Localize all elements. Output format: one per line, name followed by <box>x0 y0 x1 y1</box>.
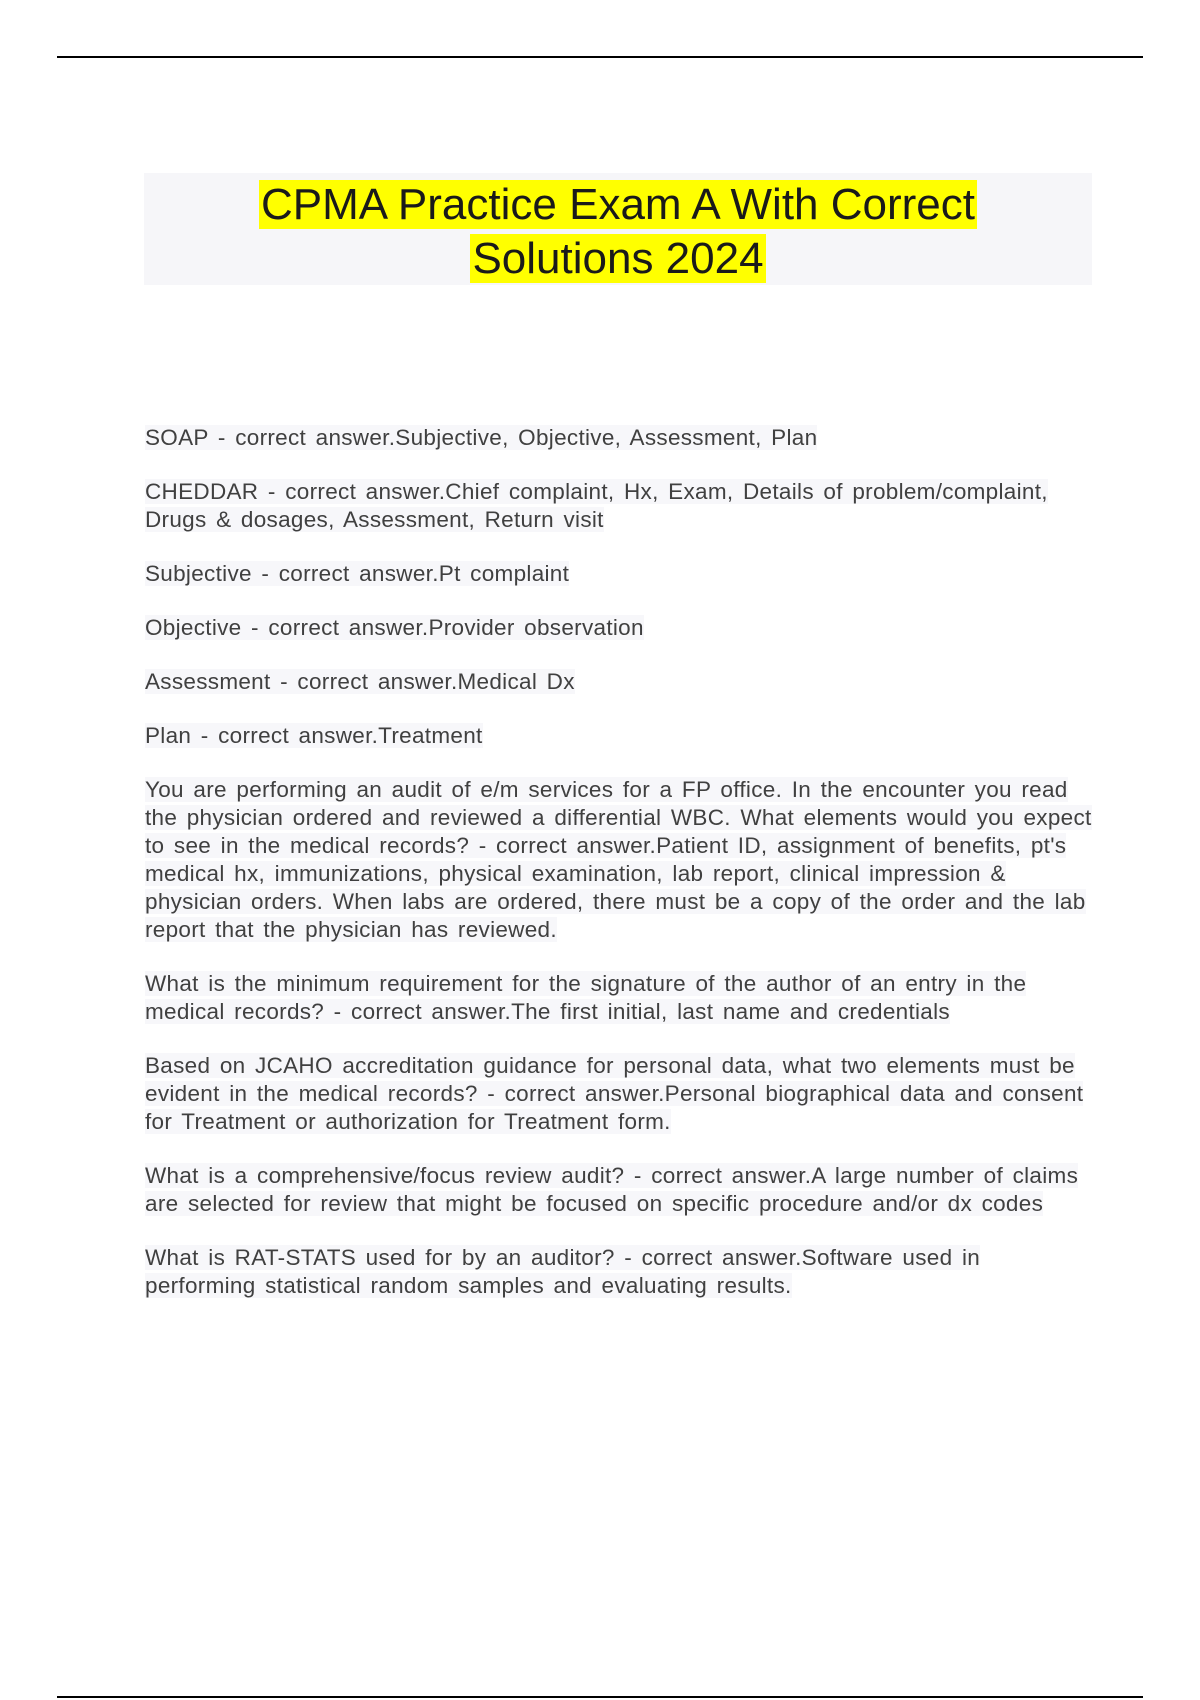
qa-item-jcaho: Based on JCAHO accreditation guidance for personal data, what two elements must be evident in the medical records? - correct answer.Personal biographical data and consent for Treatment or authorization for Treatment form. <box>145 1053 1084 1134</box>
qa-item-cheddar: CHEDDAR - correct answer.Chief complaint, Hx, Exam, Details of problem/complaint, Drugs & dosages, Assessment, Return visit <box>145 479 1048 532</box>
title-box <box>144 173 1092 285</box>
footer-rule <box>57 1696 1143 1698</box>
title-line-2: Solutions 2024 <box>472 234 764 283</box>
qa-item-objective: Objective - correct answer.Provider observation <box>145 615 644 640</box>
document-title <box>144 173 1092 286</box>
qa-list <box>145 424 1093 1326</box>
qa-item-soap: SOAP - correct answer.Subjective, Objective, Assessment, Plan <box>145 425 818 450</box>
qa-item-em-audit: You are performing an audit of e/m services for a FP office. In the encounter you read the physician ordered and reviewed a differential WBC. What elements would you expect to see in the medical records? - correct answer.Patient ID, assignment of benefits, pt's medical hx, immunizations, physical examination, lab report, clinical impression & physician orders. When labs are ordered, there must be a copy of the order and the lab report that the physician has reviewed. <box>145 777 1092 942</box>
qa-item-focus-review: What is a comprehensive/focus review audit? - correct answer.A large number of claims are selected for review that might be focused on specific procedure and/or dx codes <box>145 1163 1079 1216</box>
qa-item-rat-stats: What is RAT-STATS used for by an auditor? - correct answer.Software used in performing statistical random samples and evaluating results. <box>145 1245 981 1298</box>
header-rule <box>57 56 1143 58</box>
qa-item-subjective: Subjective - correct answer.Pt complaint <box>145 561 570 586</box>
qa-item-assessment: Assessment - correct answer.Medical Dx <box>145 669 575 694</box>
qa-item-signature: What is the minimum requirement for the signature of the author of an entry in the medical records? - correct answer.The first initial, last name and credentials <box>145 971 1027 1024</box>
title-line-1: CPMA Practice Exam A With Correct <box>261 180 975 229</box>
qa-item-plan: Plan - correct answer.Treatment <box>145 723 483 748</box>
